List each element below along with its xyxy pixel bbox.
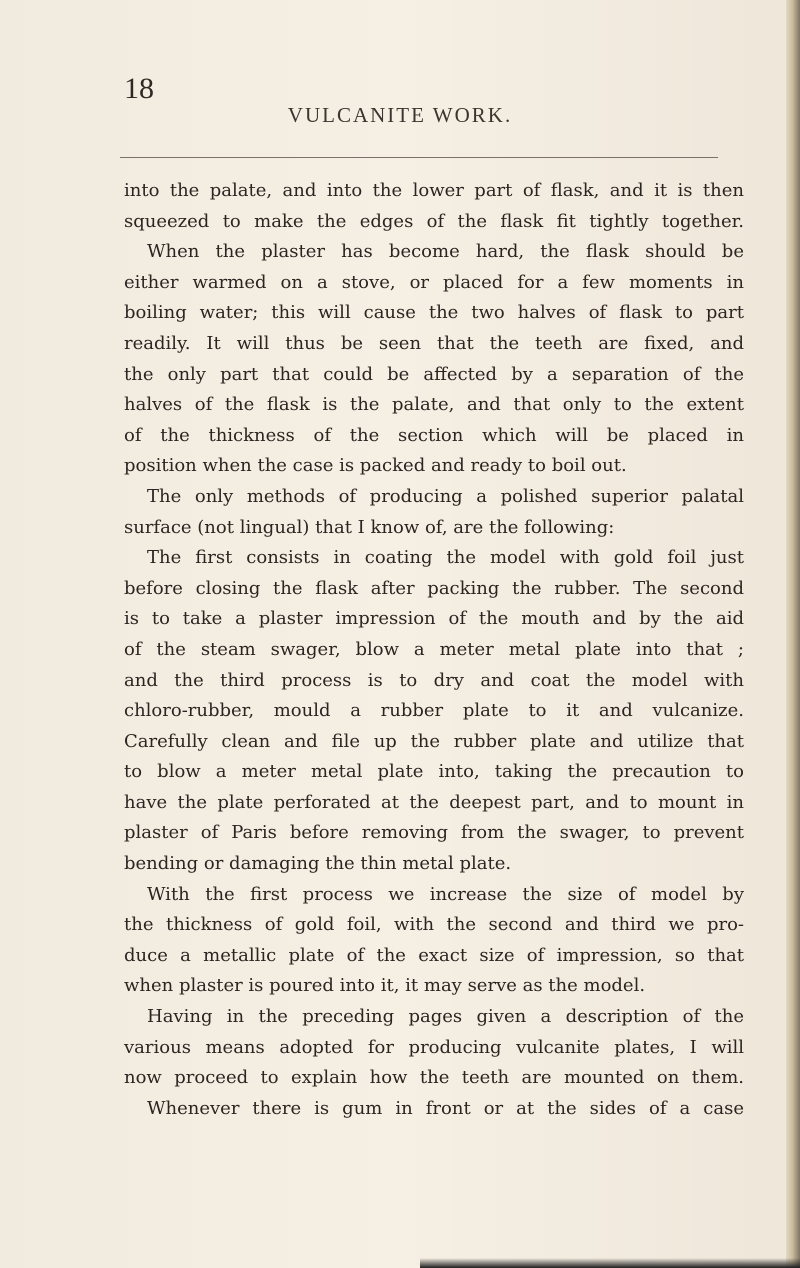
- text-line: The first consists in coating the model with gold foil just: [147, 547, 744, 569]
- text-line: halves of the flask is the palate, and that only to the extent: [124, 394, 744, 416]
- text-line: the only part that could be affected by a separation of the: [124, 363, 744, 385]
- running-head: VULCANITE WORK.: [287, 103, 513, 127]
- text-line: into the palate, and into the lower part of flask, and it is then: [124, 180, 744, 201]
- text-line: The only methods of producing a polished superior palatal: [147, 485, 744, 507]
- text-line: have the plate perforated at the deepest part, and to mount in: [124, 791, 744, 813]
- text-line: squeezed to make the edges of the flask fit tightly together.: [124, 210, 744, 232]
- text-line: before closing the flask after packing the rubber. The second: [124, 577, 744, 599]
- text-line: surface (not lingual) that I know of, are the following:: [124, 516, 615, 538]
- text-line: bending or damaging the thin metal plate.: [124, 853, 512, 875]
- text-line: various means adopted for producing vulcanite plates, I will: [124, 1036, 744, 1058]
- text-line: Carefully clean and file up the rubber plate and utilize that: [124, 730, 744, 752]
- text-line: the thickness of gold foil, with the second and third we pro-: [124, 914, 744, 936]
- text-line: position when the case is packed and ready to boil out.: [124, 455, 627, 477]
- text-line: now proceed to explain how the teeth are mounted on them.: [124, 1067, 744, 1089]
- text-line: With the first process we increase the size of model by: [147, 883, 744, 905]
- text-line: boiling water; this will cause the two halves of flask to part: [124, 302, 744, 324]
- header-rule: [120, 157, 718, 158]
- page-number: 18: [124, 72, 154, 105]
- text-line: of the steam swager, blow a meter metal plate into that ;: [124, 638, 744, 660]
- text-line: Whenever there is gum in front or at the sides of a case: [147, 1097, 744, 1119]
- text-line: to blow a meter metal plate into, taking the precaution to: [124, 761, 744, 783]
- text-line: Having in the preceding pages given a description of the: [147, 1006, 744, 1028]
- text-line: when plaster is poured into it, it may serve as the model.: [124, 975, 646, 997]
- text-line: plaster of Paris before removing from the swager, to prevent: [124, 822, 744, 844]
- text-line: of the thickness of the section which will be placed in: [124, 424, 744, 446]
- page-bottom-shadow: [420, 1258, 800, 1268]
- text-line: readily. It will thus be seen that the teeth are fixed, and: [124, 332, 744, 354]
- text-line: either warmed on a stove, or placed for a few moments in: [124, 271, 744, 293]
- body-text: [124, 176, 744, 1124]
- text-line: is to take a plaster impression of the mouth and by the aid: [124, 608, 744, 630]
- text-line: When the plaster has become hard, the flask should be: [147, 241, 744, 263]
- text-line: and the third process is to dry and coat the model with: [124, 669, 744, 691]
- page-edge-shadow: [786, 0, 800, 1268]
- text-line: chloro-rubber, mould a rubber plate to it and vulcanize.: [124, 700, 744, 722]
- text-line: duce a metallic plate of the exact size of impression, so that: [124, 944, 744, 966]
